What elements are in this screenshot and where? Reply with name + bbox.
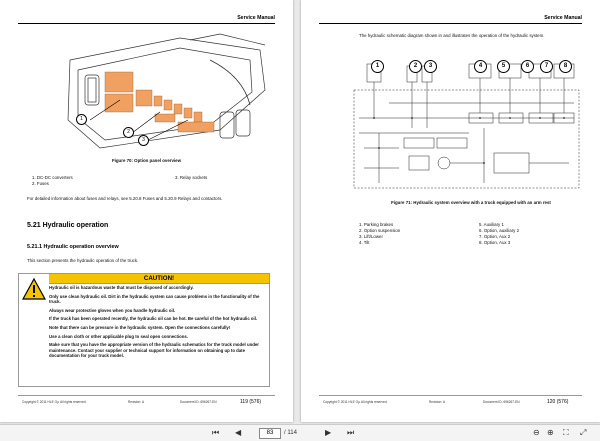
- previous-page-button[interactable]: ◀: [235, 428, 242, 437]
- left-header-rule: [18, 23, 275, 24]
- right-footer-rule: [319, 395, 582, 396]
- warning-icon: [22, 277, 46, 301]
- caution-paragraph: Hydraulic oil is hazardous waste that must be disposed of accordingly.: [49, 285, 194, 290]
- right-header-rule: [319, 23, 582, 24]
- viewer-toolbar: [0, 424, 600, 441]
- caution-title: CAUTION!: [49, 274, 269, 284]
- right-footer-docid: Document ID: 696267-EN: [483, 400, 520, 404]
- schematic-legend-2: 2. Option suspension: [359, 228, 401, 233]
- schematic-legend-4: 4. Tilt: [359, 240, 370, 245]
- callout-3: 3: [138, 135, 149, 146]
- caution-body: [49, 285, 265, 362]
- schematic-callout-5: 5: [497, 60, 510, 73]
- schematic-legend-8: 8. Option, Aux 3: [479, 240, 511, 245]
- legend-item-1: 1. DC-DC converters: [32, 175, 73, 180]
- legend-item-3: 3. Relay sockets: [175, 175, 208, 180]
- zoom-out-button[interactable]: ⊖: [533, 428, 540, 437]
- fuses-reference: For detailed information about fuses and relays, see 5.20.8 Fuses and 5.20.9 Relays and contactors.: [27, 196, 223, 201]
- schematic-legend-3: 3. Lift/Lower: [359, 234, 383, 239]
- caution-paragraph: Use a clean cloth or other applicable plug to seal open connections.: [49, 333, 188, 339]
- left-footer-copyright: Copyright © 2011 HLE Oy. All rights reserved.: [22, 400, 87, 404]
- total-pages: / 114: [284, 430, 297, 436]
- option-panel-illustration: [60, 30, 270, 155]
- left-footer-revision: Revision: A: [128, 400, 144, 404]
- page-number-input[interactable]: 83: [259, 428, 281, 439]
- figure-70-caption: Figure 70: Option panel overview: [111, 158, 182, 163]
- left-footer-docid: Document ID: 696267-EN: [180, 400, 217, 404]
- schematic-callout-8: 8: [559, 60, 572, 73]
- figure-71-caption: Figure 71: Hydraulic system overview with a truck equipped with an arm rest: [391, 200, 551, 205]
- schematic-legend-5: 5. Auxiliary 1: [479, 222, 504, 227]
- schematic-intro: The hydraulic schematic diagram shown in and illustrates the operation of the hydraulic system.: [359, 33, 545, 38]
- right-footer-copyright: Copyright © 2011 HLE Oy. All rights reserved.: [323, 400, 388, 404]
- section-title: 5.21 Hydraulic operation: [27, 222, 109, 229]
- caution-paragraph: Note that there can be pressure in the hydraulic system. Open the connections carefully!: [49, 324, 231, 330]
- callout-2: 2: [123, 127, 134, 138]
- left-footer-rule: [18, 395, 275, 396]
- right-header: Service Manual: [544, 15, 582, 21]
- caution-box: [18, 273, 270, 387]
- last-page-button[interactable]: ⏭: [347, 428, 355, 437]
- right-page: [301, 0, 600, 422]
- subsection-title: 5.21.1 Hydraulic operation overview: [27, 244, 119, 250]
- next-page-button[interactable]: ▶: [325, 428, 332, 437]
- fit-page-button[interactable]: ⛶: [563, 428, 569, 437]
- schematic-legend-7: 7. Option, Aux 2: [479, 234, 511, 239]
- schematic-callout-1: 1: [371, 60, 384, 73]
- caution-paragraph: Always wear protective gloves when you handle hydraulic oil.: [49, 307, 176, 313]
- zoom-in-button[interactable]: ⊕: [547, 428, 554, 437]
- right-page-number: 120 (576): [547, 399, 569, 405]
- schematic-callout-3: 3: [424, 60, 437, 73]
- callout-1: 1: [76, 114, 87, 125]
- caution-paragraph: Only use clean hydraulic oil. Dirt in the hydraulic system can cause problems in the functionality of the truck.: [49, 293, 260, 305]
- schematic-callout-7: 7: [540, 60, 553, 73]
- caution-paragraph: If the truck has been operated recently, the hydraulic oil can be hot. Be careful of the hot hydraulic oil.: [49, 316, 258, 322]
- left-page: [0, 0, 293, 422]
- fullscreen-button[interactable]: ⤢: [580, 428, 587, 437]
- left-header: Service Manual: [237, 15, 275, 21]
- caution-paragraph: Make sure that you have the appropriate version of the hydraulic schematics for the truck model under maintenance. Contact your supplier or technical support for information on obtaining up to date documentation for your truck model.: [49, 342, 259, 359]
- schematic-callout-4: 4: [474, 60, 487, 73]
- schematic-callout-6: 6: [521, 60, 534, 73]
- legend-item-2: 2. Fuses: [32, 181, 49, 186]
- schematic-legend-1: 1. Parking brakes: [359, 222, 394, 227]
- section-intro: This section presents the hydraulic operation of the truck.: [27, 258, 139, 263]
- hydraulic-schematic: [349, 58, 584, 193]
- schematic-callout-2: 2: [409, 60, 422, 73]
- first-page-button[interactable]: ⏮: [212, 428, 220, 437]
- left-page-number: 119 (576): [240, 399, 262, 405]
- right-footer-revision: Revision: A: [429, 400, 445, 404]
- schematic-legend-6: 6. Option, auxiliary 2: [479, 228, 520, 233]
